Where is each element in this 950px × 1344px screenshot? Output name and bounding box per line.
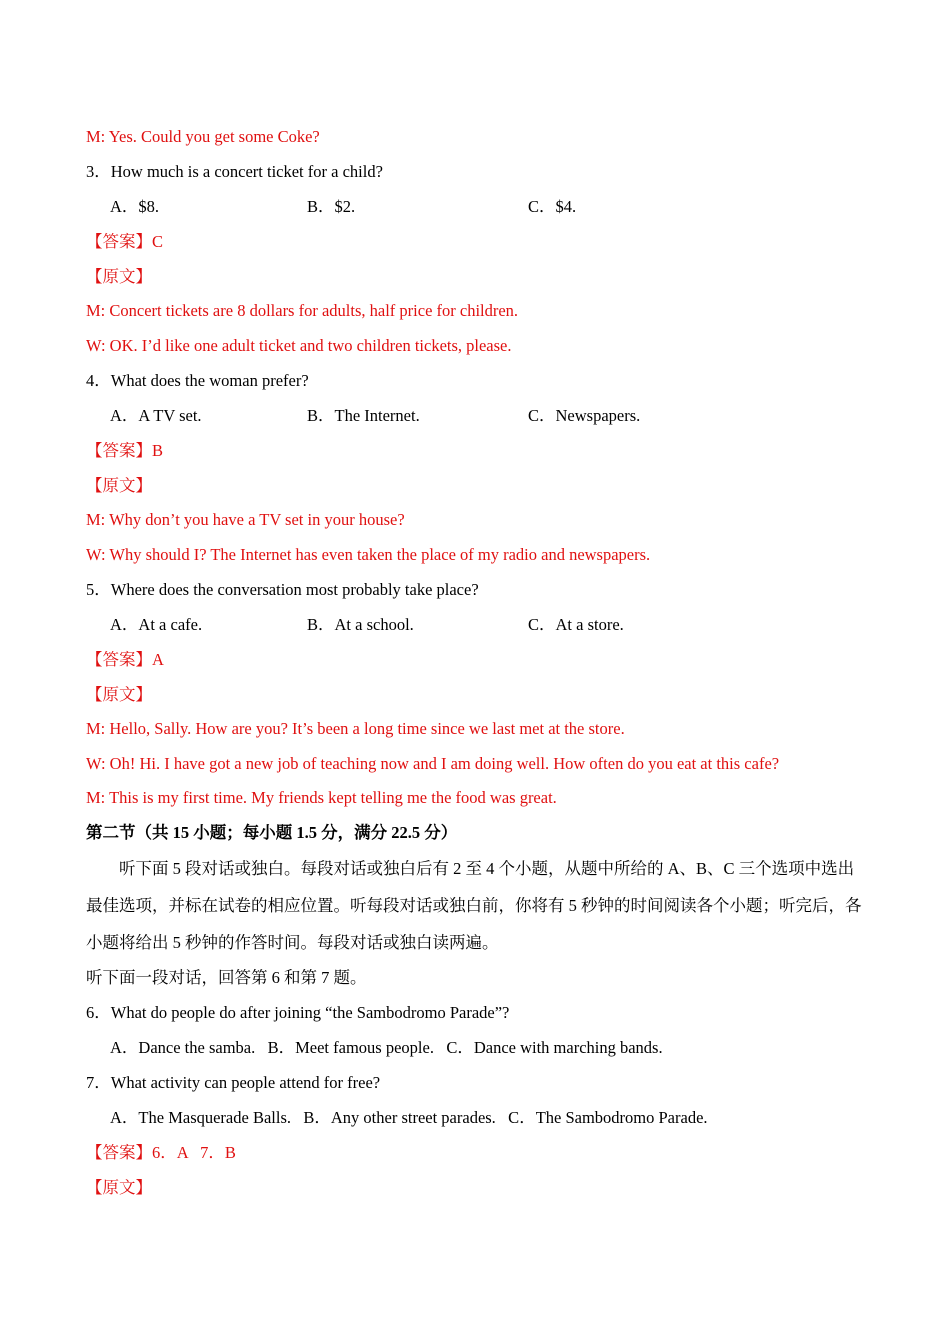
- question-3: 3．How much is a concert ticket for a child?: [86, 162, 383, 181]
- transcript-line: M: Hello, Sally. How are you? It’s been a long time since we last met at the store.: [86, 719, 625, 738]
- transcript-line: M: Concert tickets are 8 dollars for adults, half price for children.: [86, 301, 519, 320]
- q3-option-b: B．$2.: [307, 197, 356, 216]
- question-5: 5．Where does the conversation most probably take place?: [86, 580, 479, 599]
- transcript-line: W: Oh! Hi. I have got a new job of teaching now and I am doing well. How often do you eat at this cafe?: [86, 754, 780, 773]
- q3-answer: 【答案】C: [86, 232, 164, 251]
- q6-options: A．Dance the samba. B．Meet famous people. C．Dance with marching bands.: [110, 1038, 663, 1057]
- q5-option-c: C．At a store.: [528, 615, 624, 634]
- transcript-line: M: This is my first time. My friends kept telling me the food was great.: [86, 788, 557, 807]
- section-intro: 听下面一段对话，回答第 6 和第 7 题。: [86, 968, 367, 987]
- q5-option-b: B．At a school.: [307, 615, 414, 634]
- q4-transcript-label: 【原文】: [86, 476, 152, 495]
- q4-option-b: B．The Internet.: [307, 406, 420, 425]
- q6-q7-answer: 【答案】6．A 7．B: [86, 1143, 236, 1162]
- transcript-line: M: Yes. Could you get some Coke?: [86, 127, 320, 146]
- section-heading: 第二节（共 15 小题；每小题 1.5 分，满分 22.5 分）: [86, 823, 458, 842]
- question-6: 6．What do people do after joining “the Sambodromo Parade”?: [86, 1003, 510, 1022]
- q5-option-a: A．At a cafe.: [110, 615, 203, 634]
- q3-transcript-label: 【原文】: [86, 267, 152, 286]
- transcript-line: M: Why don’t you have a TV set in your house?: [86, 510, 405, 529]
- question-4: 4．What does the woman prefer?: [86, 371, 309, 390]
- q3-option-a: A．$8.: [110, 197, 160, 216]
- transcript-line: W: OK. I’d like one adult ticket and two children tickets, please.: [86, 336, 512, 355]
- q4-answer: 【答案】B: [86, 441, 164, 460]
- q7-options: A．The Masquerade Balls. B．Any other street parades. C．The Sambodromo Parade.: [110, 1108, 708, 1127]
- q4-option-c: C．Newspapers.: [528, 406, 641, 425]
- q4-option-a: A．A TV set.: [110, 406, 202, 425]
- q5-answer: 【答案】A: [86, 650, 164, 669]
- question-7: 7．What activity can people attend for free?: [86, 1073, 381, 1092]
- transcript-line: W: Why should I? The Internet has even taken the place of my radio and newspapers.: [86, 545, 651, 564]
- q6-q7-transcript-label: 【原文】: [86, 1178, 152, 1197]
- q3-option-c: C．$4.: [528, 197, 577, 216]
- q5-transcript-label: 【原文】: [86, 685, 152, 704]
- section-instructions: 听下面 5 段对话或独白。每段对话或独白后有 2 至 4 个小题，从题中所给的 A、B、C 三个选项中选出最佳选项，并标在试卷的相应位置。听每段对话或独白前，你将有 5 秒钟的时间阅读各个小题；听完后，各小题将给出 5 秒钟的作答时间。每段对话或独白读两遍。: [86, 859, 862, 952]
